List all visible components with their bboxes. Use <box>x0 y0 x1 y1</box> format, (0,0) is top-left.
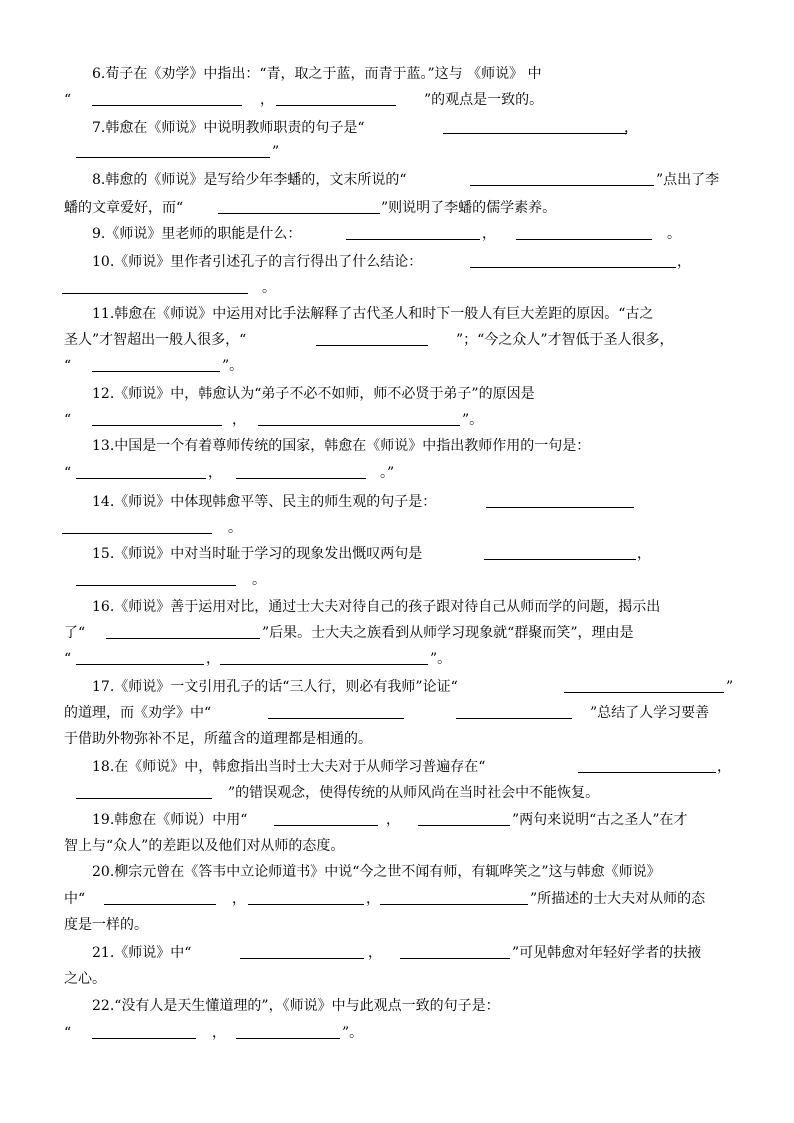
q20-text-4: 度是一样的。 <box>64 917 148 933</box>
q11-blank-1[interactable] <box>316 333 428 346</box>
q10-comma: ， <box>677 254 691 270</box>
question-18-line-2 <box>0 780 794 806</box>
q14-period: 。 <box>228 520 242 536</box>
q16-open-quote: “ <box>64 651 72 667</box>
q16-comma: ， <box>206 651 220 667</box>
q20-text-3: ”所描述的士大夫对从师的态 <box>530 891 706 907</box>
q9-comma: ， <box>482 226 496 242</box>
q15-period: 。 <box>252 572 266 588</box>
q8-text-3: 蟠的文章爱好，而“ <box>64 200 184 216</box>
q16-text-2: 了“ <box>64 625 86 641</box>
question-20-line-1 <box>0 859 794 885</box>
q19-text-3: 智上与“众人”的差距以及他们对从师的态度。 <box>64 838 345 854</box>
q20-comma-1: ， <box>232 891 246 907</box>
question-10-line-1 <box>0 249 794 275</box>
q13-text: 13.中国是一个有着尊师传统的国家，韩愈在《师说》中指出教师作用的一句是： <box>92 438 591 454</box>
question-20-line-2 <box>0 886 794 912</box>
q14-blank-2[interactable] <box>62 521 212 534</box>
q19-blank-2[interactable] <box>418 813 510 826</box>
q18-comma: ， <box>717 759 731 775</box>
question-22-line-2 <box>0 1020 794 1046</box>
question-7-line-1 <box>0 115 794 141</box>
question-11-line-2 <box>0 327 794 353</box>
q13-blank-1[interactable] <box>76 466 206 479</box>
q16-text-3: ”后果。士大夫之族看到从师学习现象就“群聚而笑”，理由是 <box>262 625 634 641</box>
q9-blank-2[interactable] <box>516 227 652 240</box>
question-17-line-1 <box>0 674 794 700</box>
q19-text-2: ”两句来说明“古之圣人”在才 <box>512 812 688 828</box>
q17-text-4: 于借助外物弥补不足，所蕴含的道理都是相通的。 <box>64 731 372 747</box>
q17-close-quote: ” <box>726 679 734 695</box>
q9-period: 。 <box>667 226 681 242</box>
question-18-line-1 <box>0 754 794 780</box>
q22-blank-2[interactable] <box>236 1026 340 1039</box>
q17-blank-2[interactable] <box>268 706 404 719</box>
q15-text: 15.《师说》中对当时耻于学习的现象发出慨叹两句是 <box>92 546 423 562</box>
q8-text-4: ”则说明了李蟠的儒学素养。 <box>381 200 557 216</box>
question-6-line-1 <box>0 61 794 87</box>
question-15-line-2 <box>0 567 794 593</box>
q19-text: 19.韩愈在《师说）中用“ <box>92 812 248 828</box>
q16-close: ”。 <box>430 651 452 667</box>
question-16-line-1 <box>0 594 794 620</box>
q10-text: 10.《师说》里作者引述孔子的言行得出了什么结论： <box>92 254 423 270</box>
q6-blank-2[interactable] <box>276 93 396 106</box>
q10-period: 。 <box>262 280 276 296</box>
q16-blank-1[interactable] <box>106 626 260 639</box>
q20-text-2: 中“ <box>64 891 86 907</box>
q17-text: 17.《师说》一文引用孔子的话“三人行，则必有我师”论证“ <box>92 679 458 695</box>
q11-text: 11.韩愈在《师说》中运用对比手法解释了古代圣人和时下一般人有巨大差距的原因。“古之 <box>92 306 654 322</box>
q14-text: 14.《师说》中体现韩愈平等、民主的师生观的句子是： <box>92 494 437 510</box>
question-16-line-2 <box>0 620 794 646</box>
q11-open-quote: “ <box>64 358 72 374</box>
question-12-line-1 <box>0 381 794 407</box>
q6-blank-1[interactable] <box>92 93 242 106</box>
q15-blank-2[interactable] <box>76 573 236 586</box>
q15-blank-1[interactable] <box>484 547 636 560</box>
q18-text-2: ”的错误观念，使得传统的从师风尚在当时社会中不能恢复。 <box>228 785 600 801</box>
q12-close: ”。 <box>462 412 484 428</box>
q9-text: 9.《师说》里老师的职能是什么： <box>92 226 302 242</box>
question-10-line-2 <box>0 275 794 301</box>
q15-comma: ， <box>637 546 651 562</box>
q6-comma: ， <box>260 92 274 108</box>
q20-text: 20.柳宗元曾在《答韦中立论师道书》中说“今之世不闻有师，有辄哗笑之”这与韩愈《师说》 <box>92 864 661 880</box>
question-11-line-1 <box>0 301 794 327</box>
q6-open-quote: “ <box>64 92 72 108</box>
q21-blank-2[interactable] <box>400 946 510 959</box>
q7-text: 7.韩愈在《师说》中说明教师职责的句子是“ <box>92 120 365 136</box>
q18-text: 18.在《师说》中，韩愈指出当时士大夫对于从师学习普遍存在“ <box>92 759 486 775</box>
q22-close: ”。 <box>342 1025 364 1041</box>
q17-blank-1[interactable] <box>564 680 724 693</box>
q7-blank-2[interactable] <box>76 145 270 158</box>
q16-blank-3[interactable] <box>220 652 428 665</box>
q12-blank-1[interactable] <box>92 413 222 426</box>
question-9-line-1 <box>0 221 794 247</box>
question-14-line-1 <box>0 489 794 515</box>
question-12-line-2 <box>0 407 794 433</box>
q6-tail: ”的观点是一致的。 <box>424 92 544 108</box>
question-15-line-1 <box>0 541 794 567</box>
question-8-line-1 <box>0 167 794 193</box>
q17-blank-3[interactable] <box>456 706 572 719</box>
q18-blank-2[interactable] <box>76 786 212 799</box>
q16-blank-2[interactable] <box>76 652 204 665</box>
q19-blank-1[interactable] <box>274 813 378 826</box>
question-21-line-1 <box>0 940 794 966</box>
q20-comma-2: ， <box>366 891 380 907</box>
q13-close: 。” <box>380 465 395 481</box>
q9-blank-1[interactable] <box>346 227 480 240</box>
q10-blank-1[interactable] <box>470 255 676 268</box>
q21-comma: ， <box>368 945 382 961</box>
question-17-line-3 <box>0 726 794 752</box>
q13-comma: ， <box>208 465 222 481</box>
question-8-line-2 <box>0 195 794 221</box>
question-17-line-2 <box>0 700 794 726</box>
question-11-line-3 <box>0 353 794 379</box>
question-22-line-1 <box>0 993 794 1019</box>
q21-text-2: ”可见韩愈对年轻好学者的扶掖 <box>512 945 702 961</box>
question-16-line-3 <box>0 646 794 672</box>
q12-open-quote: “ <box>64 412 72 428</box>
q12-blank-2[interactable] <box>258 413 460 426</box>
q18-blank-1[interactable] <box>578 760 716 773</box>
question-20-line-3 <box>0 912 794 938</box>
q10-blank-2[interactable] <box>62 281 248 294</box>
q8-text: 8.韩愈的《师说》是写给少年李蟠的，文末所说的“ <box>92 172 407 188</box>
q7-comma: ， <box>624 120 638 136</box>
question-7-line-2 <box>0 139 794 165</box>
question-14-line-2 <box>0 515 794 541</box>
q12-text: 12.《师说》中，韩愈认为“弟子不必不如师，师不必贤于弟子”的原因是 <box>92 386 535 402</box>
q16-text: 16.《师说》善于运用对比，通过士大夫对待自己的孩子跟对待自己从师而学的问题，揭示出 <box>92 599 661 615</box>
q22-comma: ， <box>212 1025 226 1041</box>
q12-comma: ， <box>232 412 246 428</box>
q21-text: 21.《师说》中“ <box>92 945 192 961</box>
q8-text-2: ”点出了李 <box>656 172 720 188</box>
q11-text-3: ”；“今之众人”才智低于圣人很多， <box>456 332 674 348</box>
q11-blank-2[interactable] <box>92 359 220 372</box>
question-13-line-1 <box>0 433 794 459</box>
q19-comma: ， <box>386 812 400 828</box>
question-6-line-2 <box>0 87 794 113</box>
q17-text-3: ”总结了人学习要善 <box>590 705 710 721</box>
q14-blank-1[interactable] <box>486 495 634 508</box>
q17-text-2: 的道理，而《劝学》中“ <box>64 705 212 721</box>
q7-close-quote: ” <box>272 144 280 160</box>
q20-blank-1[interactable] <box>104 892 216 905</box>
q13-blank-2[interactable] <box>236 466 366 479</box>
q13-open-quote: “ <box>64 465 72 481</box>
q6-text: 6.荀子在《劝学》中指出：“青，取之于蓝，而青于蓝。”这与 《师说》 中 <box>92 66 542 82</box>
q8-blank-1[interactable] <box>470 173 654 186</box>
q20-blank-3[interactable] <box>380 892 528 905</box>
q22-blank-1[interactable] <box>92 1026 196 1039</box>
q21-text-3: 之心。 <box>64 971 106 987</box>
q22-open-quote: “ <box>64 1025 72 1041</box>
question-21-line-2 <box>0 966 794 992</box>
q11-text-2: 圣人”才智超出一般人很多，“ <box>64 332 247 348</box>
question-13-line-2 <box>0 460 794 486</box>
question-19-line-1 <box>0 807 794 833</box>
q8-blank-2[interactable] <box>218 201 380 214</box>
question-19-line-2 <box>0 833 794 859</box>
q7-blank-1[interactable] <box>443 121 627 134</box>
q22-text: 22.“没有人是天生懂道理的”，《师说》中与此观点一致的句子是： <box>92 998 500 1014</box>
q20-blank-2[interactable] <box>248 892 364 905</box>
q21-blank-1[interactable] <box>240 946 364 959</box>
q11-close: ”。 <box>222 358 244 374</box>
